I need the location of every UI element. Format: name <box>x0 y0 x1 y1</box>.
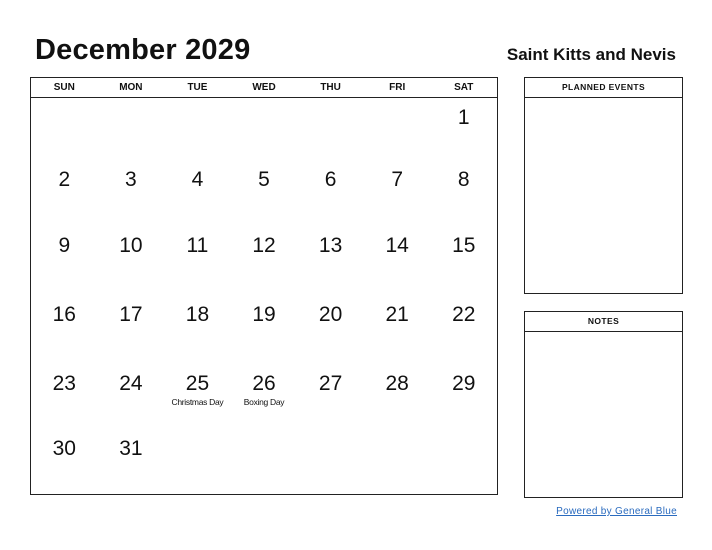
day-number: 24 <box>119 372 143 395</box>
day-cell <box>231 295 298 364</box>
notes-title: NOTES <box>525 312 682 332</box>
day-cell <box>164 364 231 429</box>
day-number <box>297 98 364 106</box>
day-number: 23 <box>52 372 76 395</box>
day-cell <box>31 98 98 160</box>
planned-events-title: PLANNED EVENTS <box>525 78 682 98</box>
calendar-weeks <box>31 98 497 495</box>
day-cell <box>231 364 298 429</box>
day-number: 31 <box>119 437 143 460</box>
day-cell <box>231 98 298 160</box>
day-cell <box>297 429 364 495</box>
day-number <box>364 429 431 437</box>
day-number: 3 <box>125 168 137 191</box>
weekday-wed: WED <box>252 82 276 93</box>
day-cell <box>31 364 98 429</box>
day-cell <box>231 160 298 226</box>
day-number: 22 <box>452 303 476 326</box>
day-number: 28 <box>385 372 409 395</box>
day-cell <box>297 295 364 364</box>
powered-by-link[interactable]: Powered by General Blue <box>556 506 677 517</box>
calendar-week <box>31 295 497 364</box>
day-number: 6 <box>324 168 337 191</box>
day-number: 5 <box>258 168 270 191</box>
day-cell <box>31 429 98 495</box>
day-cell <box>231 429 298 495</box>
calendar-week <box>31 226 497 295</box>
day-cell <box>364 226 431 295</box>
day-number: 14 <box>385 234 409 257</box>
day-number <box>364 98 431 106</box>
day-cell <box>430 98 497 160</box>
day-cell <box>364 160 431 226</box>
day-number: 21 <box>385 303 409 326</box>
month-title: December 2029 <box>35 34 251 66</box>
day-number <box>164 98 231 106</box>
day-cell <box>430 429 497 495</box>
day-cell <box>364 429 431 495</box>
day-cell <box>98 160 165 226</box>
day-number: 17 <box>119 303 143 326</box>
planned-events-panel <box>524 77 683 294</box>
day-cell <box>98 98 165 160</box>
day-number: 19 <box>252 303 276 326</box>
calendar-week <box>31 364 497 429</box>
day-number: 4 <box>191 168 204 191</box>
calendar-week <box>31 98 497 160</box>
day-cell <box>297 160 364 226</box>
day-number: 12 <box>252 234 276 257</box>
weekday-sat: SAT <box>454 82 474 93</box>
day-number: 2 <box>58 168 71 191</box>
day-number: 16 <box>52 303 76 326</box>
day-cell <box>164 160 231 226</box>
day-cell <box>364 364 431 429</box>
day-cell <box>31 295 98 364</box>
day-number: 26 <box>252 372 276 395</box>
day-cell <box>31 160 98 226</box>
day-cell <box>98 429 165 495</box>
day-number <box>98 98 165 106</box>
day-number <box>164 429 231 437</box>
day-cell <box>98 364 165 429</box>
day-cell <box>164 98 231 160</box>
calendar-week <box>31 160 497 226</box>
day-cell <box>98 226 165 295</box>
day-cell <box>430 226 497 295</box>
day-number: 27 <box>318 372 343 395</box>
day-cell <box>164 295 231 364</box>
weekday-mon: MON <box>119 82 143 93</box>
day-number <box>430 429 497 437</box>
day-cell <box>98 295 165 364</box>
day-number: 10 <box>119 234 143 257</box>
day-number <box>31 98 98 106</box>
day-number: 15 <box>452 234 476 257</box>
day-cell <box>430 295 497 364</box>
weekday-sun: SUN <box>53 82 75 93</box>
day-number: 8 <box>457 168 470 191</box>
day-cell <box>164 226 231 295</box>
day-number: 29 <box>452 372 476 395</box>
day-number: 1 <box>457 106 470 129</box>
day-cell <box>231 226 298 295</box>
day-number: 18 <box>185 303 210 326</box>
day-number <box>231 429 298 437</box>
day-number: 7 <box>391 168 404 191</box>
weekday-header-row <box>31 78 497 98</box>
holiday-label: Boxing Day <box>243 397 285 407</box>
day-cell <box>31 226 98 295</box>
day-cell <box>297 226 364 295</box>
day-number: 30 <box>52 437 76 460</box>
day-number: 9 <box>58 234 71 257</box>
day-number <box>231 98 298 106</box>
day-cell <box>364 295 431 364</box>
day-number <box>297 429 364 437</box>
day-cell <box>430 160 497 226</box>
day-cell <box>164 429 231 495</box>
day-number: 11 <box>186 234 209 257</box>
weekday-fri: FRI <box>389 82 406 93</box>
day-number: 25 <box>185 372 210 395</box>
holiday-label: Christmas Day <box>171 397 224 407</box>
day-number: 20 <box>318 303 343 326</box>
calendar-grid <box>30 77 498 495</box>
calendar-week <box>31 429 497 495</box>
weekday-thu: THU <box>320 82 341 93</box>
day-cell <box>364 98 431 160</box>
weekday-tue: TUE <box>187 82 208 93</box>
notes-panel <box>524 311 683 498</box>
country-name: Saint Kitts and Nevis <box>506 45 676 64</box>
day-cell <box>297 98 364 160</box>
day-cell <box>297 364 364 429</box>
day-cell <box>430 364 497 429</box>
day-number: 13 <box>318 234 343 257</box>
